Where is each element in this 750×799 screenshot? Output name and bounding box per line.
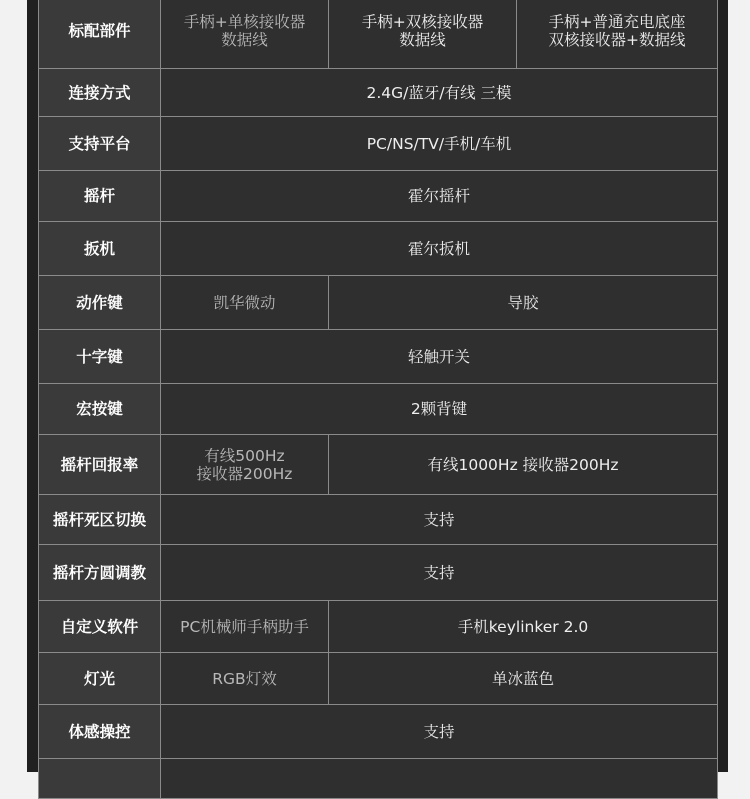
row-label-standard-parts: 标配部件 (39, 0, 161, 69)
macro-buttons-value: 2颗背键 (161, 384, 718, 435)
lighting-value-2: 单冰蓝色 (329, 653, 718, 705)
row-label-custom-software: 自定义软件 (39, 601, 161, 653)
spec-row-deadzone-switch (39, 495, 718, 545)
polling-rate-value-1-line-2: 接收器200Hz (196, 464, 293, 483)
package-option-2-line-2: 数据线 (399, 30, 446, 49)
spec-row-connection (39, 69, 718, 117)
polling-rate-value-2: 有线1000Hz 接收器200Hz (329, 435, 718, 495)
spec-row-platforms (39, 117, 718, 171)
custom-software-value-2: 手机keylinker 2.0 (329, 601, 718, 653)
motion-control-value: 支持 (161, 705, 718, 759)
spec-row-polling-rate (39, 435, 718, 495)
spec-row-action-buttons (39, 276, 718, 330)
action-buttons-value-2: 导胶 (329, 276, 718, 330)
row-label-deadzone-switch: 摇杆死区切换 (39, 495, 161, 545)
package-option-1-line-2: 数据线 (221, 30, 268, 49)
trigger-value: 霍尔扳机 (161, 222, 718, 276)
spec-row-cutoff (39, 759, 718, 799)
package-option-1 (161, 0, 329, 69)
square-round-calibration-value: 支持 (161, 545, 718, 601)
connection-value: 2.4G/蓝牙/有线 三模 (161, 69, 718, 117)
custom-software-value-1: PC机械师手柄助手 (161, 601, 329, 653)
row-label-trigger: 扳机 (39, 222, 161, 276)
row-label-action-buttons: 动作键 (39, 276, 161, 330)
spec-row-standard-parts (39, 0, 718, 69)
action-buttons-value-1: 凯华微动 (161, 276, 329, 330)
spec-row-dpad (39, 330, 718, 384)
spec-table (38, 0, 718, 799)
package-option-2-line-1: 手柄+双核接收器 (361, 12, 484, 31)
polling-rate-value-1 (161, 435, 329, 495)
deadzone-switch-value: 支持 (161, 495, 718, 545)
spec-row-motion-control (39, 705, 718, 759)
polling-rate-value-1-line-1: 有线500Hz (204, 446, 285, 465)
package-option-3 (517, 0, 718, 69)
joystick-value: 霍尔摇杆 (161, 171, 718, 222)
spec-row-lighting (39, 653, 718, 705)
row-label-motion-control: 体感操控 (39, 705, 161, 759)
row-label-macro-buttons: 宏按键 (39, 384, 161, 435)
platforms-value: PC/NS/TV/手机/车机 (161, 117, 718, 171)
spec-row-macro-buttons (39, 384, 718, 435)
package-option-3-line-2: 双核接收器+数据线 (548, 30, 686, 49)
row-label-dpad: 十字键 (39, 330, 161, 384)
row-label-joystick: 摇杆 (39, 171, 161, 222)
row-label-cutoff (39, 759, 161, 799)
spec-row-trigger (39, 222, 718, 276)
lighting-value-1: RGB灯效 (161, 653, 329, 705)
row-label-platforms: 支持平台 (39, 117, 161, 171)
spec-row-square-round-calibration (39, 545, 718, 601)
row-label-square-round-calibration: 摇杆方圆调教 (39, 545, 161, 601)
dpad-value: 轻触开关 (161, 330, 718, 384)
package-option-1-line-1: 手柄+单核接收器 (183, 12, 306, 31)
row-label-connection: 连接方式 (39, 69, 161, 117)
package-option-3-line-1: 手柄+普通充电底座 (548, 12, 686, 31)
spec-row-custom-software (39, 601, 718, 653)
spec-row-joystick (39, 171, 718, 222)
row-label-polling-rate: 摇杆回报率 (39, 435, 161, 495)
row-label-lighting: 灯光 (39, 653, 161, 705)
package-option-2 (329, 0, 517, 69)
cutoff-value (161, 759, 718, 799)
